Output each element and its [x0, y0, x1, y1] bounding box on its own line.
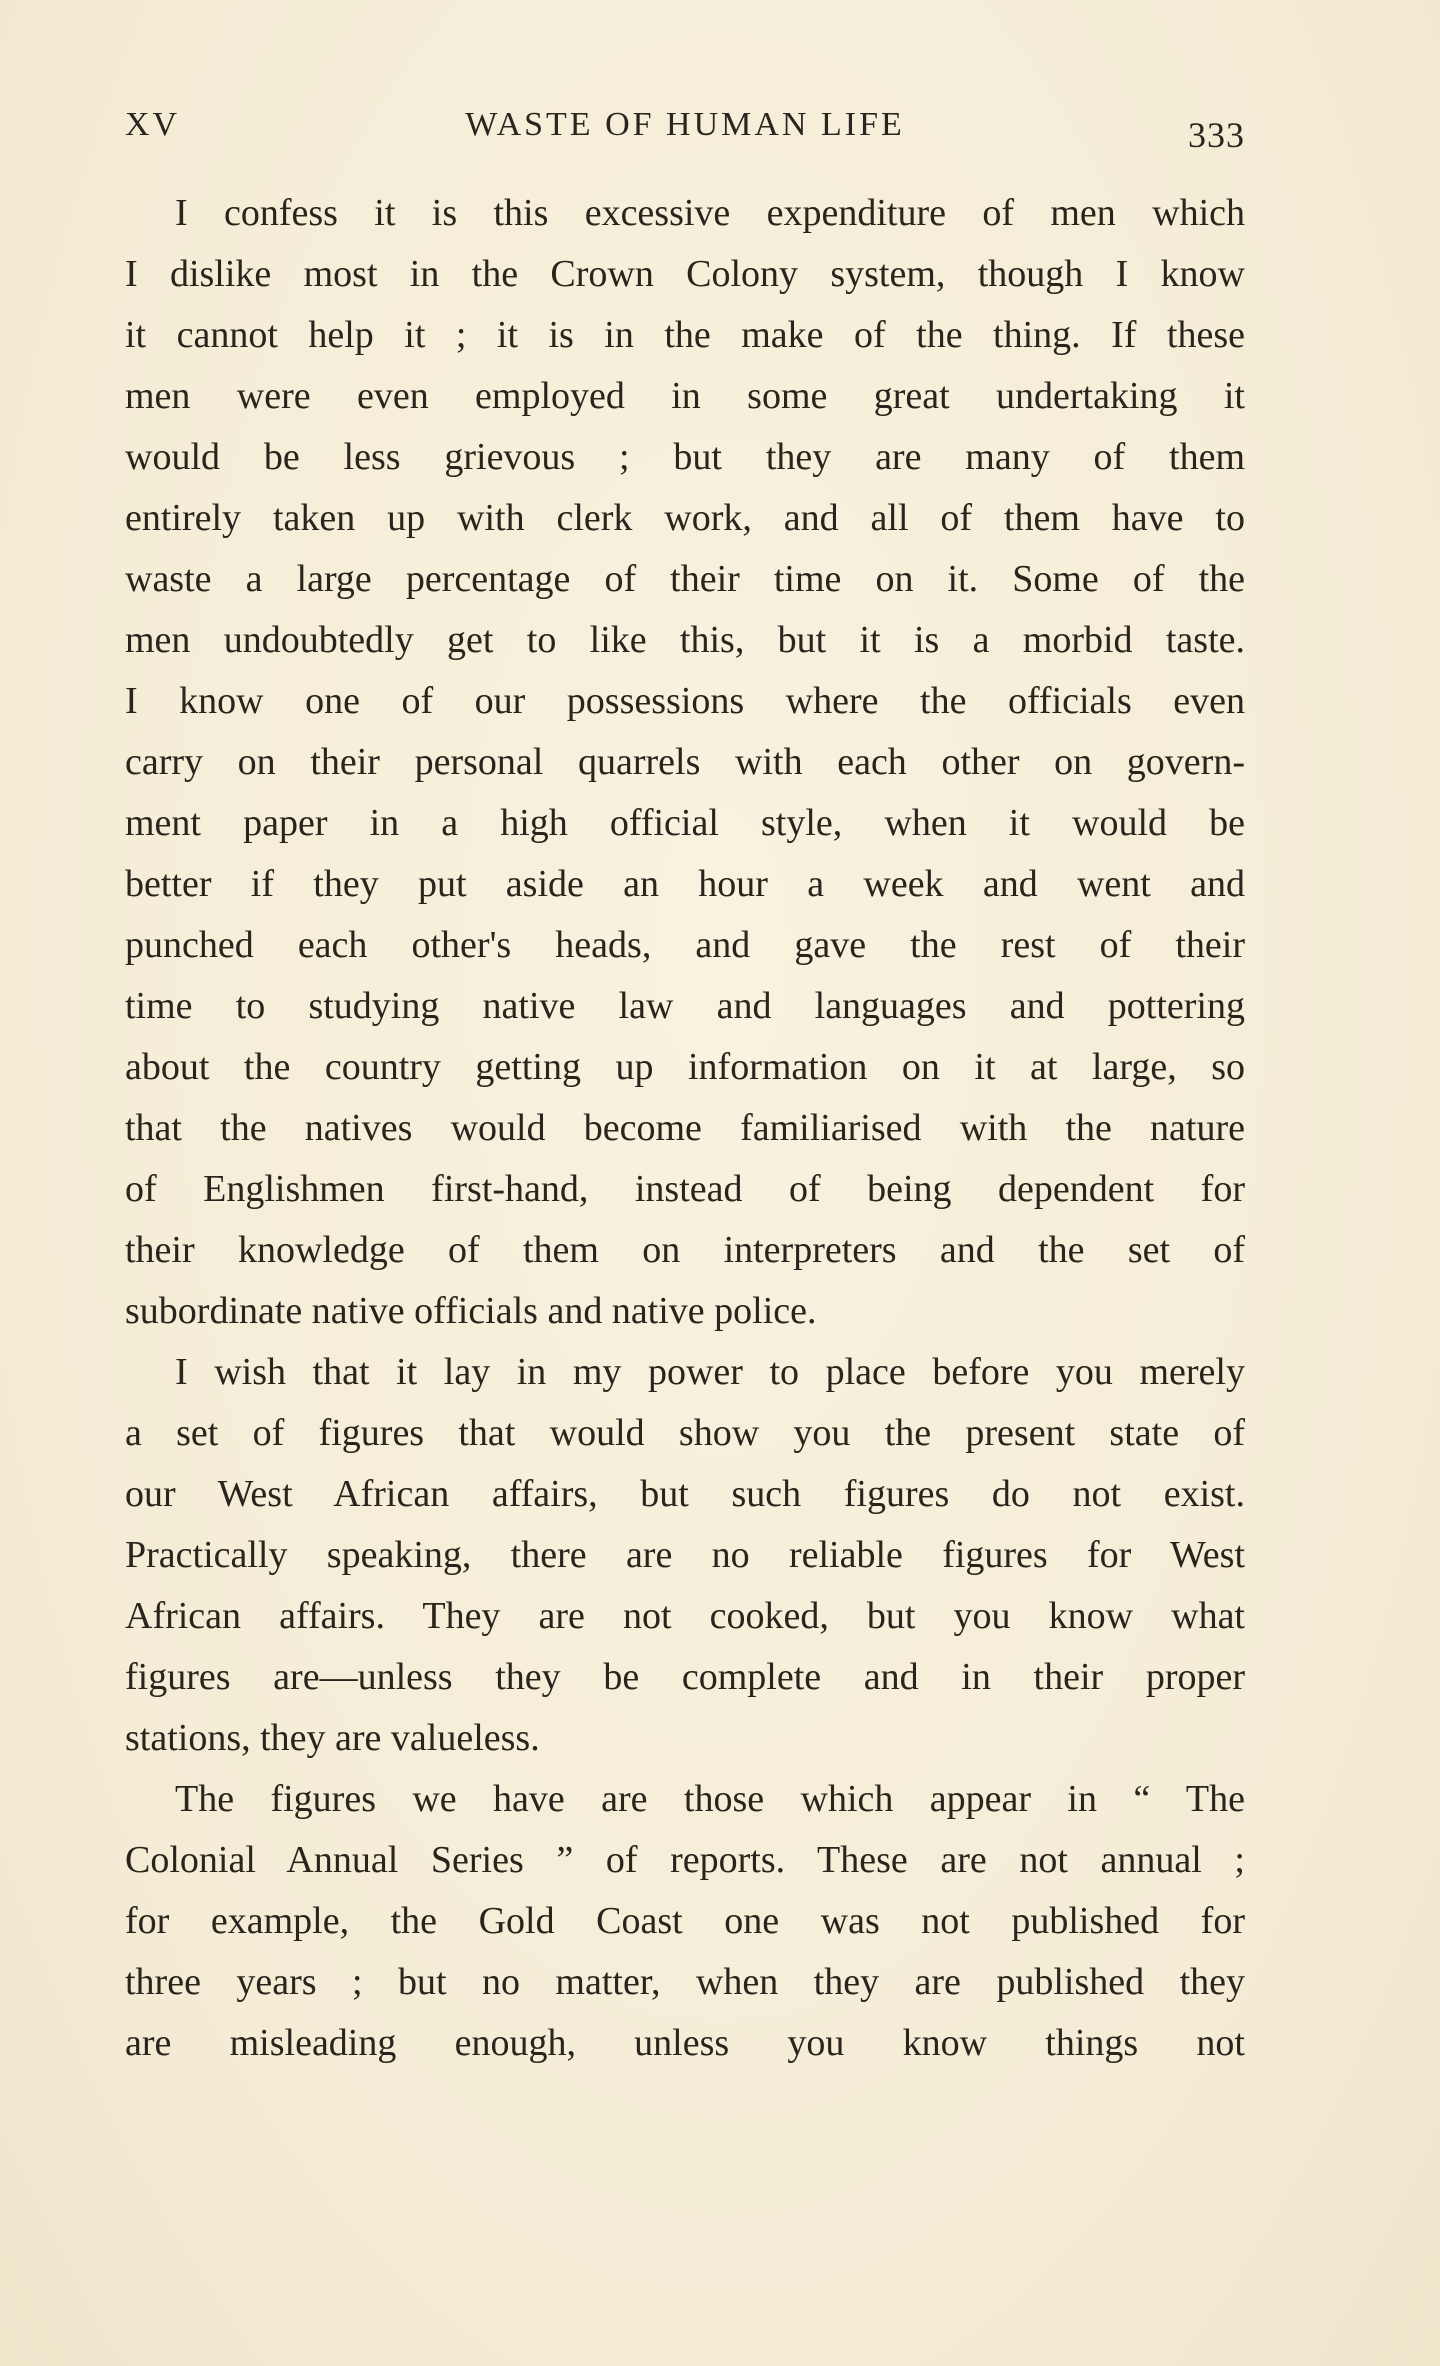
text-line: men were even employed in some great undertaking it: [125, 375, 1245, 417]
text-line: figures are—unless they be complete and in their proper: [125, 1656, 1245, 1698]
text-line: three years ; but no matter, when they are published they: [125, 1961, 1245, 2003]
text-line: men undoubtedly get to like this, but it is a morbid taste.: [125, 619, 1245, 661]
text-line: would be less grievous ; but they are many of them: [125, 436, 1245, 478]
text-line: entirely taken up with clerk work, and all of them have to: [125, 497, 1245, 539]
text-line: African affairs. They are not cooked, but you know what: [125, 1595, 1245, 1637]
body-text: [125, 183, 1245, 2074]
text-line: of Englishmen first-hand, instead of being dependent for: [125, 1168, 1245, 1210]
text-line: stations, they are valueless.: [125, 1717, 540, 1759]
text-line: subordinate native officials and native police.: [125, 1290, 817, 1332]
text-line: for example, the Gold Coast one was not published for: [125, 1900, 1245, 1942]
text-line: that the natives would become familiarised with the nature: [125, 1107, 1245, 1149]
text-line: are misleading enough, unless you know things not: [125, 2022, 1245, 2064]
text-line: better if they put aside an hour a week and went and: [125, 863, 1245, 905]
chapter-number: XV: [125, 106, 181, 143]
text-line: a set of figures that would show you the present state of: [125, 1412, 1245, 1454]
text-line: time to studying native law and languages and pottering: [125, 985, 1245, 1027]
text-line: carry on their personal quarrels with each other on govern-: [125, 741, 1245, 783]
text-line: our West African affairs, but such figures do not exist.: [125, 1473, 1245, 1515]
text-line: I dislike most in the Crown Colony system, though I know: [125, 253, 1245, 295]
text-line: punched each other's heads, and gave the rest of their: [125, 924, 1245, 966]
chapter-title: WASTE OF HUMAN LIFE: [465, 106, 905, 143]
text-line: I know one of our possessions where the officials even: [125, 680, 1245, 722]
text-line: waste a large percentage of their time on it. Some of the: [125, 558, 1245, 600]
text-line: about the country getting up information on it at large, so: [125, 1046, 1245, 1088]
page-number: 333: [1188, 115, 1245, 155]
text-line: it cannot help it ; it is in the make of the thing. If these: [125, 314, 1245, 356]
text-line: I wish that it lay in my power to place before you merely: [175, 1351, 1245, 1393]
text-line: ment paper in a high official style, when it would be: [125, 802, 1245, 844]
text-line: Colonial Annual Series ” of reports. These are not annual ;: [125, 1839, 1245, 1881]
text-line: I confess it is this excessive expenditure of men which: [175, 192, 1245, 234]
text-line: Practically speaking, there are no reliable figures for West: [125, 1534, 1245, 1576]
text-line: The figures we have are those which appear in “ The: [175, 1778, 1245, 1820]
text-line: their knowledge of them on interpreters and the set of: [125, 1229, 1245, 1271]
running-head: [125, 100, 1245, 155]
